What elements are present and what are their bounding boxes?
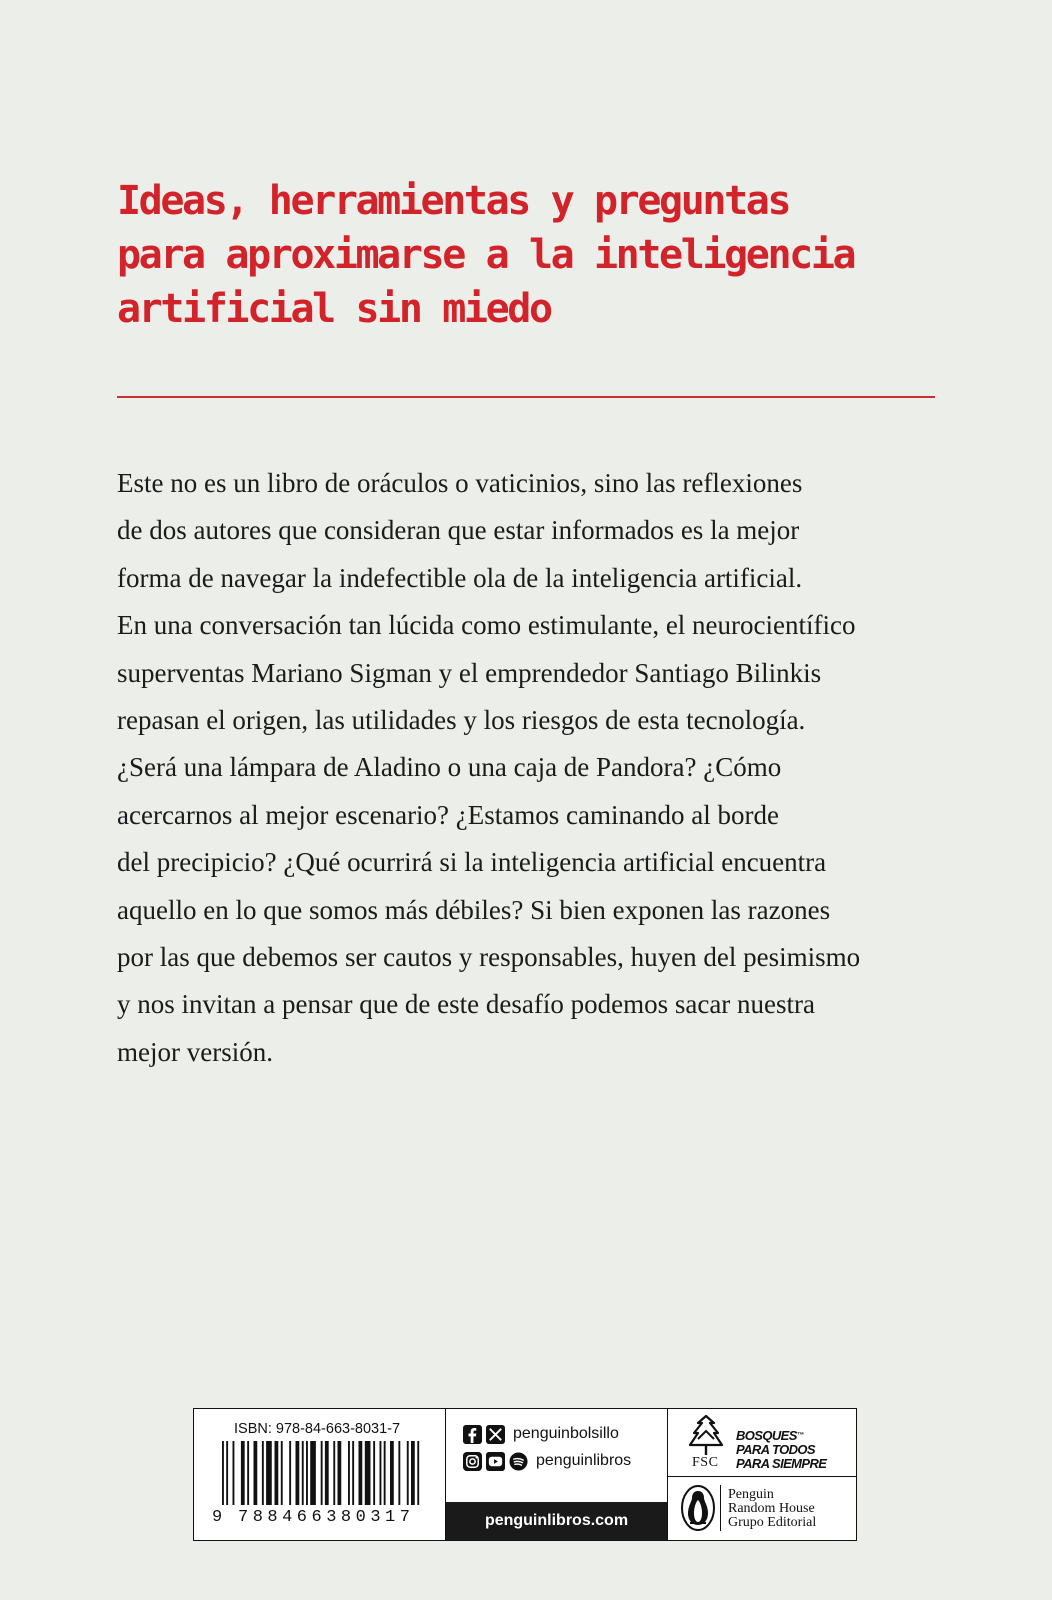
barcode-digits: 788466380317: [238, 1508, 415, 1527]
fsc-trademark: ™: [796, 1432, 804, 1439]
social-handle[interactable]: penguinlibros: [536, 1452, 632, 1469]
fsc-label: FSC: [692, 1455, 719, 1470]
social-panel: [446, 1409, 668, 1540]
fsc-tree-icon: [684, 1415, 728, 1457]
barcode-bar: [275, 1441, 279, 1505]
instagram-icon[interactable]: [462, 1451, 482, 1471]
headline-line: para aproximarse a la inteligencia: [117, 232, 855, 278]
synopsis-line: Este no es un libro de oráculos o vaticinios, sino las reflexiones: [117, 468, 803, 498]
barcode-bar: [338, 1441, 342, 1505]
headline: [117, 174, 855, 336]
barcode-bar: [411, 1441, 415, 1505]
fsc-line: PARA SIEMPRE: [736, 1456, 827, 1471]
barcode-panel: [194, 1409, 446, 1540]
barcode-bar: [247, 1441, 249, 1505]
website-link[interactable]: penguinlibros.com: [446, 1502, 667, 1540]
barcode-bar: [352, 1441, 354, 1505]
barcode-bar: [302, 1441, 304, 1505]
headline-line: Ideas, herramientas y preguntas: [117, 178, 790, 224]
headline-line: artificial sin miedo: [117, 286, 551, 332]
isbn-label: ISBN: 978-84-663-8031-7: [234, 1421, 401, 1437]
synopsis-line: forma de navegar la indefectible ola de la inteligencia artificial.: [117, 562, 803, 593]
publisher-line: Grupo Editorial: [728, 1515, 817, 1530]
synopsis-line: por las que debemos ser cautos y responsables, huyen del pesimismo: [117, 942, 861, 973]
publisher-name: [728, 1488, 816, 1530]
synopsis-line: superventas Mariano Sigman y el emprendedor Santiago Bilinkis: [117, 657, 822, 688]
synopsis-line: acercarnos al mejor escenario? ¿Estamos caminando al borde: [117, 799, 779, 830]
facebook-icon[interactable]: [462, 1424, 482, 1444]
barcode-bar: [222, 1441, 224, 1505]
barcode-bar: [266, 1441, 272, 1505]
publisher-line: Penguin: [728, 1487, 774, 1502]
barcode-bar: [384, 1441, 386, 1505]
fsc-line: BOSQUES: [736, 1428, 797, 1443]
publisher-logo: [668, 1477, 856, 1540]
barcode-bar: [398, 1441, 400, 1505]
barcode-bar: [281, 1441, 283, 1505]
youtube-icon[interactable]: [485, 1451, 505, 1471]
synopsis-line: mejor versión.: [117, 1036, 273, 1067]
publisher-divider: [720, 1485, 721, 1531]
fsc-line: PARA TODOS: [736, 1442, 815, 1457]
barcode-bar: [380, 1441, 382, 1505]
fsc-slogan: [736, 1429, 826, 1471]
synopsis-line: de dos autores que consideran que estar informados es la mejor: [117, 515, 800, 546]
logos-panel: [668, 1409, 856, 1540]
barcode-bar: [310, 1441, 316, 1505]
synopsis-line: ¿Será una lámpara de Aladino o una caja de Pandora? ¿Cómo: [117, 752, 782, 783]
barcode-bar: [348, 1441, 350, 1505]
synopsis-line: aquello en lo que somos más débiles? Si bien exponen las razones: [117, 894, 831, 925]
barcode-bar: [254, 1441, 258, 1505]
barcode-bar: [325, 1441, 329, 1505]
barcode-bar: [407, 1441, 409, 1505]
barcode-bar: [373, 1441, 375, 1505]
synopsis-line: del precipicio? ¿Qué ocurrirá si la inteligencia artificial encuentra: [117, 847, 827, 878]
penguin-icon: [680, 1484, 716, 1532]
social-row-bolsillo: [462, 1424, 619, 1444]
back-cover-footer: [193, 1408, 857, 1541]
barcode-bar: [226, 1441, 228, 1505]
publisher-line: Random House: [728, 1501, 815, 1516]
barcode-bar: [262, 1441, 264, 1505]
barcode-bar: [417, 1441, 419, 1505]
divider-rule: [117, 396, 935, 398]
spotify-icon[interactable]: [508, 1451, 528, 1471]
synopsis: [117, 460, 947, 1076]
barcode-bar: [289, 1441, 291, 1505]
synopsis-line: repasan el origen, las utilidades y los riesgos de esta tecnología.: [117, 705, 806, 736]
social-row-libros: [462, 1451, 631, 1471]
barcode-bar: [365, 1441, 371, 1505]
synopsis-line: En una conversación tan lúcida como estimulante, el neurocientífico: [117, 610, 856, 641]
barcode-bar: [321, 1441, 323, 1505]
barcode-bar: [296, 1441, 300, 1505]
fsc-logo: [668, 1409, 856, 1477]
barcode-bar: [241, 1441, 245, 1505]
barcode-first-digit: 9: [212, 1508, 223, 1527]
barcode-bar: [359, 1441, 363, 1505]
x-icon[interactable]: [485, 1424, 505, 1444]
barcode-bar: [390, 1441, 394, 1505]
barcode: [206, 1441, 434, 1507]
social-handle[interactable]: penguinbolsillo: [513, 1425, 619, 1442]
synopsis-line: y nos invitan a pensar que de este desafío podemos sacar nuestra: [117, 989, 816, 1020]
barcode-bar: [233, 1441, 235, 1505]
barcode-bar: [306, 1441, 308, 1505]
barcode-bar: [333, 1441, 335, 1505]
